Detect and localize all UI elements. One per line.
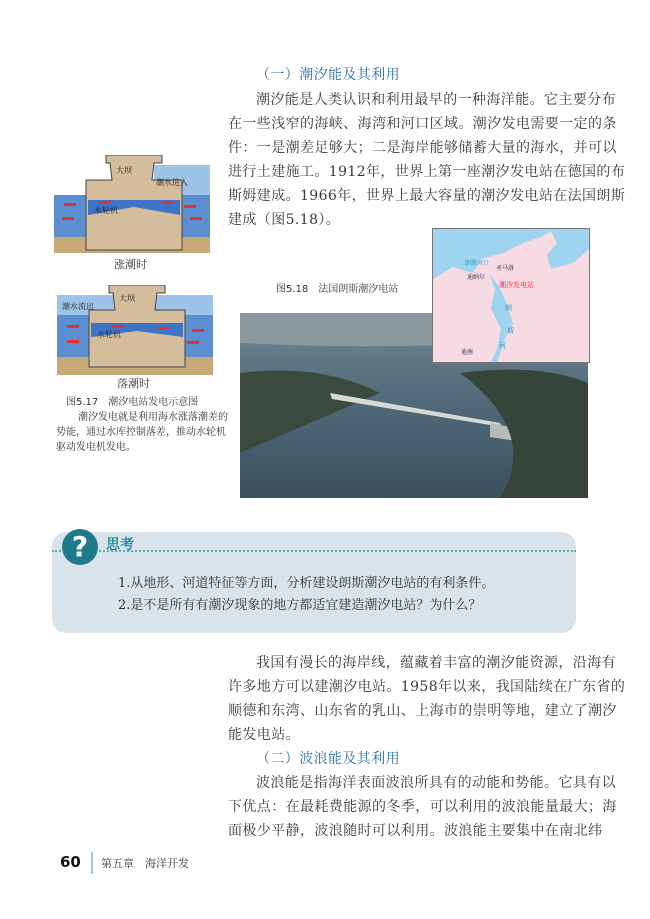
map-label-dinan: 迪南 xyxy=(461,349,474,356)
high-tide-diagram xyxy=(54,155,210,253)
figure17-desc-line: 驱动发电机发电。 xyxy=(56,442,136,453)
think-box xyxy=(52,532,576,633)
think-question: 1.从地形、河道特征等方面，分析建设朗斯潮汐电站的有利条件。 xyxy=(118,576,495,591)
question-icon: ? xyxy=(62,529,98,565)
svg-text:潮水流出: 潮水流出 xyxy=(62,302,94,311)
low-tide-diagram xyxy=(57,285,213,383)
svg-text:潮水进入: 潮水进入 xyxy=(156,178,188,187)
map-label-st-malo: 圣马洛 xyxy=(496,265,515,272)
think-title: 思考 xyxy=(106,537,134,553)
map-label-river: 斯 xyxy=(507,327,514,335)
figure17-title: 图5.17 潮汐电站发电示意图 xyxy=(66,397,199,408)
map-label-river: 朗 xyxy=(505,304,512,312)
paragraph-line: 面极少平静，波浪随时可以利用。波浪能主要集中在南北纬 xyxy=(228,823,603,839)
paragraph-line: 斯姆建成。1966年，世界上最大容量的潮汐发电站在法国朗斯 xyxy=(228,188,626,204)
paragraph-line: 我国有漫长的海岸线，蕴藏着丰富的潮汐能资源，沿海有 xyxy=(256,655,616,671)
page-number: 60 xyxy=(60,853,81,871)
map-label-dinard: 迪纳尔 xyxy=(467,274,486,281)
paragraph-line: 在一些浅窄的海峡、海湾和河口区域。潮汐发电需要一定的条 xyxy=(228,116,617,132)
figure17-desc-line: 势能，通过水库控制落差，推动水轮机 xyxy=(56,427,226,438)
svg-text:大坝: 大坝 xyxy=(119,294,135,303)
section2-heading: （二）波浪能及其利用 xyxy=(256,751,400,767)
figure18-caption: 图5.18 法国朗斯潮汐电站 xyxy=(276,284,399,295)
paragraph-line: 进行土建施工。1912年，世界上第一座潮汐发电站在德国的布 xyxy=(228,164,626,180)
svg-text:水轮机: 水轮机 xyxy=(97,330,121,339)
paragraph-line: 许多地方可以建潮汐电站。1958年以来，我国陆续在广东省的 xyxy=(228,679,626,695)
svg-text:水轮机: 水轮机 xyxy=(94,206,118,215)
paragraph-line: 能发电站。 xyxy=(228,727,300,743)
paragraph-line: 顺德和东湾、山东省的乳山、上海市的崇明等地，建立了潮汐 xyxy=(228,703,617,719)
map-label-river: 河 xyxy=(499,342,506,350)
figure17-desc-line: 潮汐发电就是利用海水涨落潮差的 xyxy=(78,412,228,423)
svg-text:大坝: 大坝 xyxy=(116,166,132,175)
chapter-title: 第五章 海洋开发 xyxy=(101,857,189,870)
section1-heading: （一）潮汐能及其利用 xyxy=(256,67,400,83)
paragraph-line: 下优点：在最耗费能源的冬季，可以利用的波浪能量最大；海 xyxy=(228,799,617,815)
high-tide-caption: 涨潮时 xyxy=(114,258,147,271)
paragraph-line: 波浪能是指海洋表面波浪所具有的动能和势能。它具有以 xyxy=(256,775,616,791)
think-question: 2.是不是所有有潮汐现象的地方都适宜建造潮汐电站？为什么？ xyxy=(118,598,482,613)
paragraph-line: 潮汐能是人类认识和利用最早的一种海洋能。它主要分布 xyxy=(256,92,616,108)
map-label-estuary: 朗斯河口 xyxy=(465,260,490,267)
rance-map xyxy=(432,228,590,363)
paragraph-line: 件：一是潮差足够大；二是海岸能够储蓄大量的海水，并可以 xyxy=(228,140,617,156)
paragraph-line: 建成（图5.18）。 xyxy=(228,212,341,228)
footer-divider xyxy=(91,852,93,874)
low-tide-caption: 落潮时 xyxy=(117,377,150,390)
map-label-station: 潮汐发电站 xyxy=(499,281,534,289)
